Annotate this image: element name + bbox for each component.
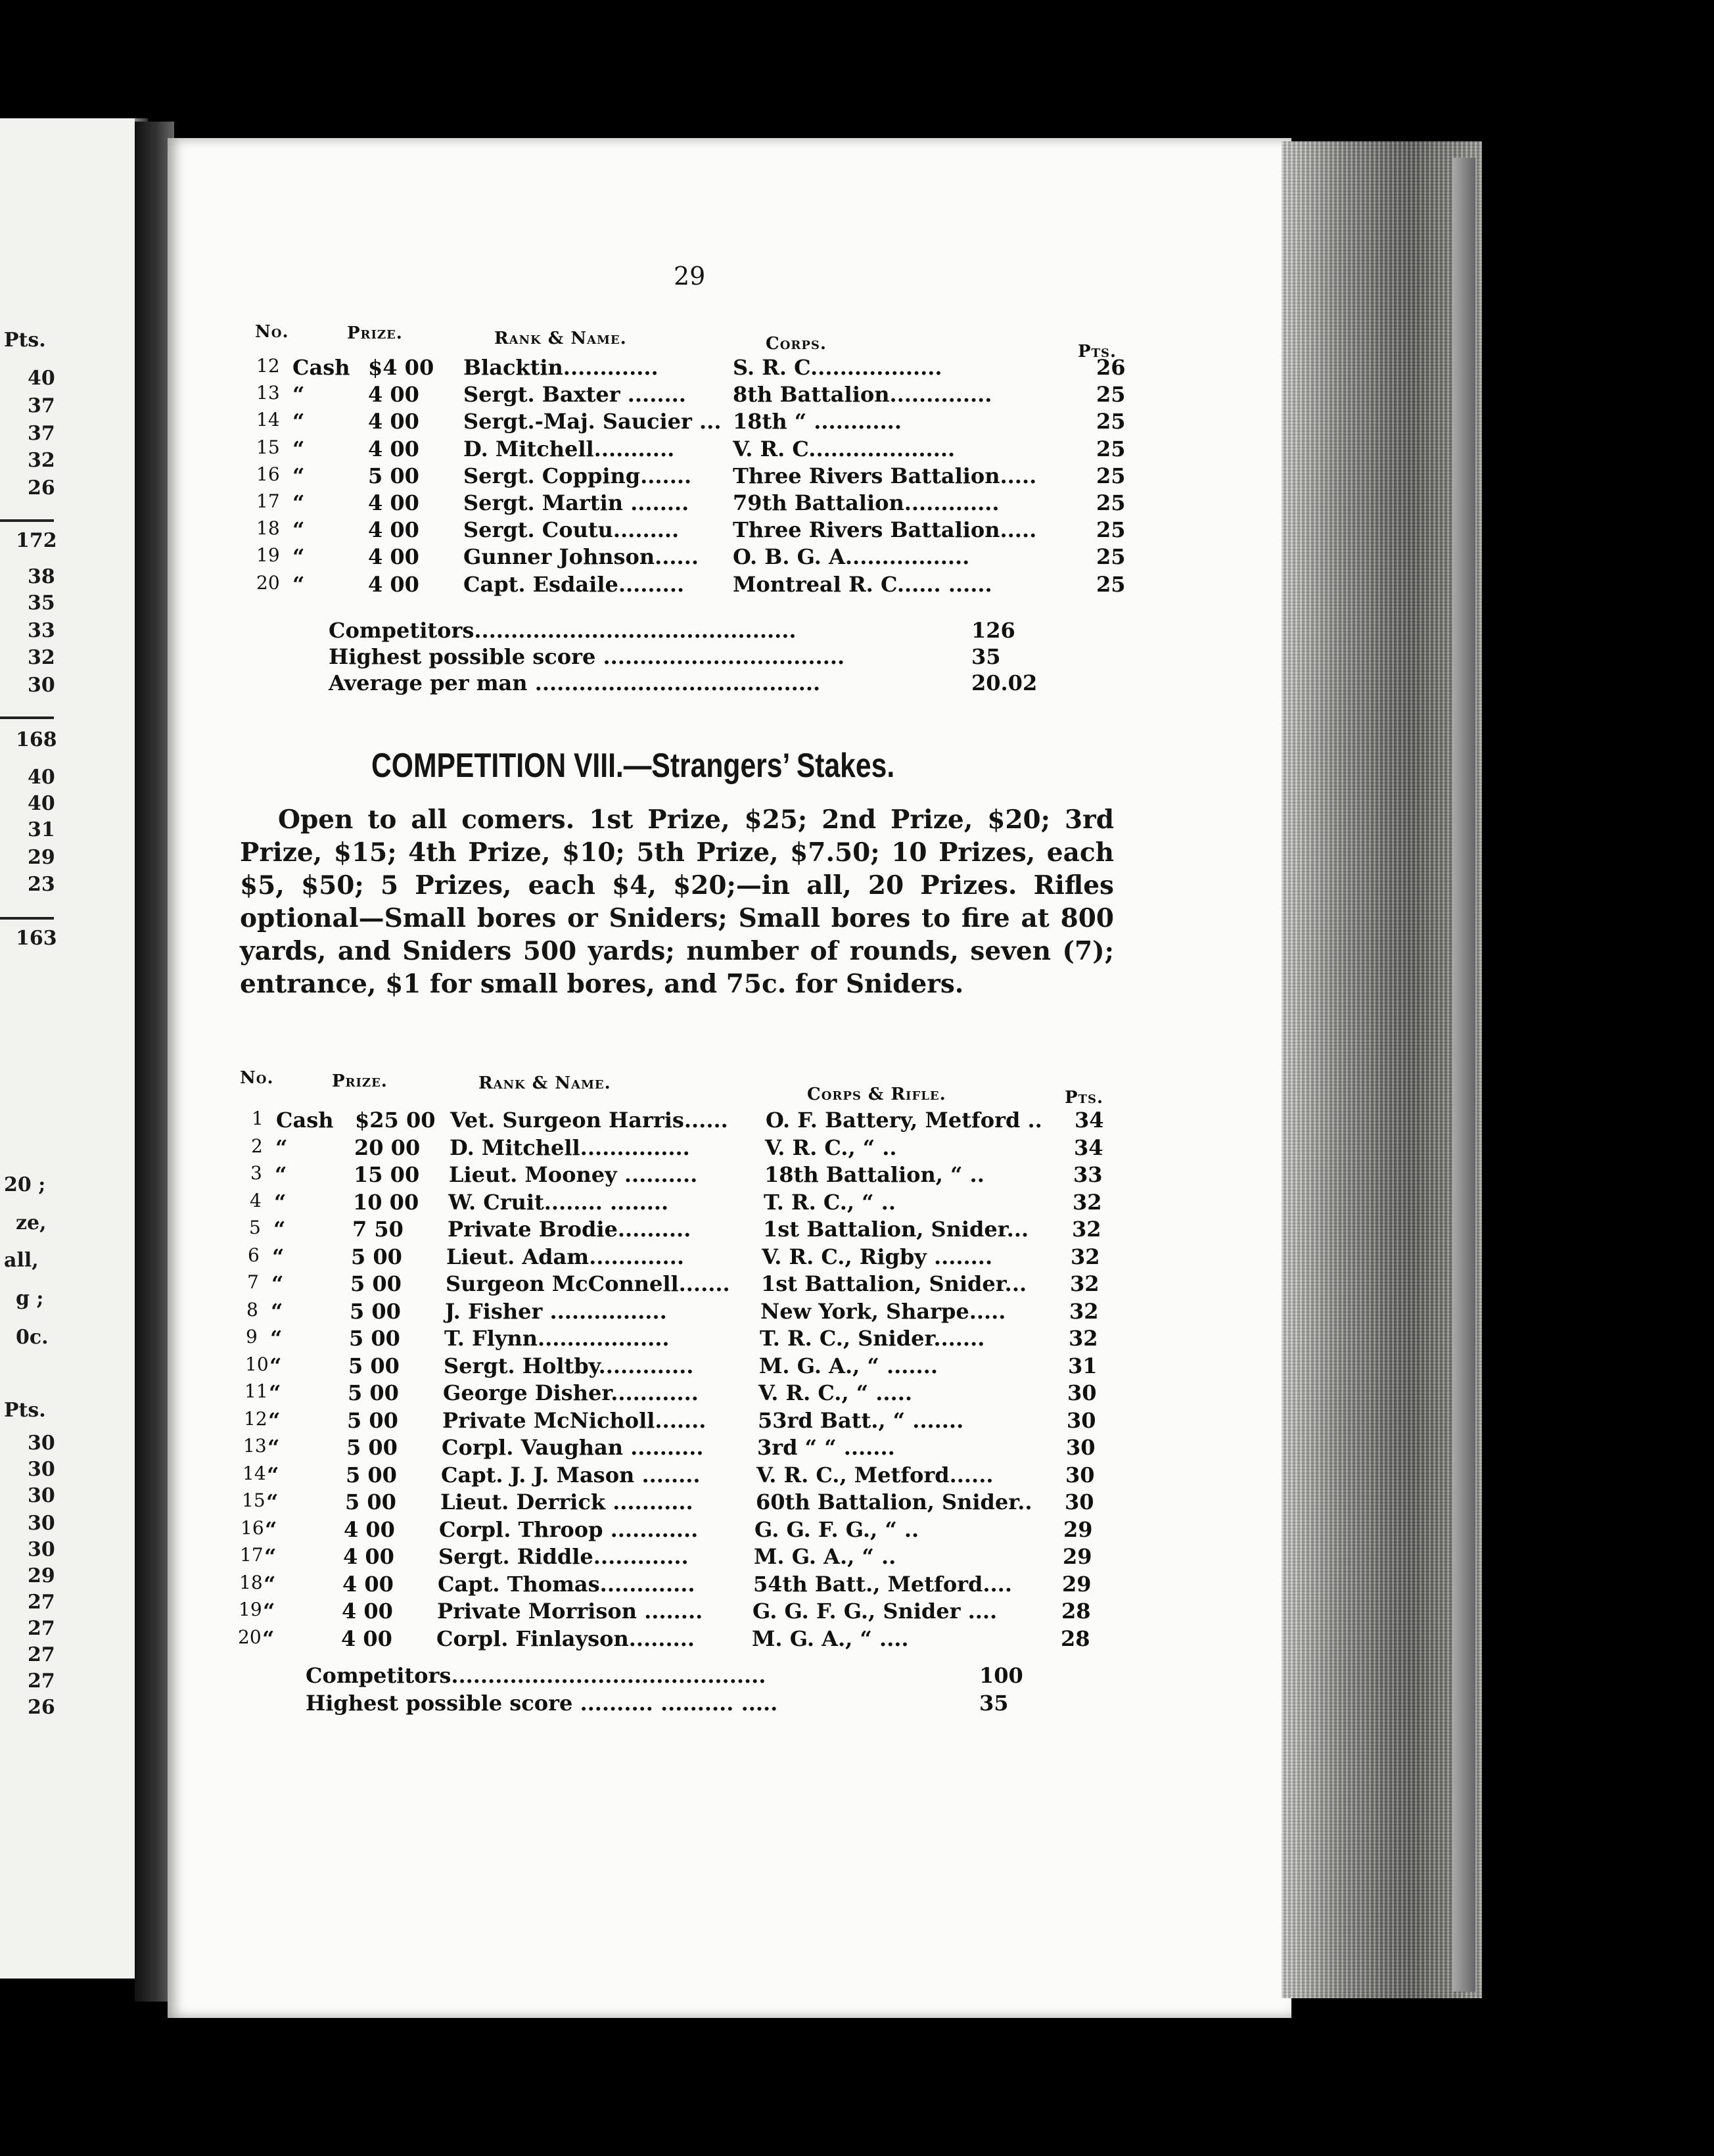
table2-row bbox=[0, 1489, 1140, 1516]
table2-row bbox=[0, 1408, 1142, 1434]
table2-cell-points: 30 bbox=[1065, 1462, 1095, 1488]
table2-row bbox=[0, 1626, 1136, 1652]
table1-cell-rank-name: Sergt. Coutu......... bbox=[463, 517, 680, 543]
table2-cell-prize-amount: 7 50 bbox=[352, 1217, 404, 1242]
left-page-line: 30 bbox=[28, 1538, 55, 1561]
left-page-line: 31 bbox=[28, 818, 55, 841]
table2-cell-prize-amount: 4 00 bbox=[344, 1516, 395, 1542]
table2-cell-rank-name: George Disher............ bbox=[443, 1380, 699, 1405]
table1-cell-points: 26 bbox=[1096, 355, 1126, 380]
table2-cell-prize-amount: 5 00 bbox=[345, 1489, 396, 1514]
table2-cell-row-number: 2 bbox=[251, 1135, 263, 1157]
table2-cell-prize-amount: 5 00 bbox=[348, 1353, 400, 1378]
table2-cell-rank-name: Private McNicholl....... bbox=[442, 1407, 706, 1433]
table2-row bbox=[0, 1517, 1139, 1543]
table2-cell-rank-name: Lieut. Adam............. bbox=[446, 1244, 684, 1269]
table2-cell-prize-type: “ bbox=[265, 1516, 277, 1542]
table2-cell-rank-name: W. Cruit........ ........ bbox=[448, 1189, 669, 1215]
table2-cell-corps: 60th Battalion, Snider.. bbox=[756, 1489, 1032, 1514]
table2-cell-corps: V. R. C., Rigby ........ bbox=[762, 1244, 993, 1269]
table1-cell-prize-amount: $4 00 bbox=[368, 355, 434, 380]
table1-row bbox=[0, 544, 1150, 571]
page-edges-outer bbox=[1452, 158, 1475, 1992]
table2-summary-label: Competitors........................................... bbox=[306, 1663, 766, 1688]
table2-cell-rank-name: Corpl. Finlayson......... bbox=[436, 1626, 695, 1651]
table1-cell-row-number: 18 bbox=[256, 517, 280, 540]
table2-cell-corps: M. G. A., “ .... bbox=[752, 1626, 909, 1651]
left-page-line: 33 bbox=[28, 619, 55, 642]
table2-row bbox=[0, 1271, 1146, 1298]
table1-cell-points: 25 bbox=[1096, 409, 1126, 434]
left-page-line: 40 bbox=[28, 766, 55, 789]
table2-cell-prize-type: “ bbox=[271, 1298, 283, 1324]
table2-cell-corps: T. R. C., Snider....... bbox=[760, 1326, 985, 1351]
table2-cell-prize-type: “ bbox=[264, 1544, 277, 1569]
table1-cell-corps: 8th Battalion.............. bbox=[733, 382, 992, 408]
table2-cell-points: 32 bbox=[1071, 1244, 1100, 1269]
table2-cell-rank-name: D. Mitchell............... bbox=[450, 1135, 690, 1160]
table2-row bbox=[0, 1217, 1147, 1243]
table2-summary-label: Highest possible score .......... .......... ..... bbox=[306, 1691, 778, 1716]
left-page-line: 20 ; bbox=[4, 1173, 46, 1196]
table1-row bbox=[0, 436, 1150, 463]
table1-cell-points: 25 bbox=[1096, 544, 1126, 570]
table2-cell-rank-name: J. Fisher ................ bbox=[445, 1298, 667, 1324]
table1-cell-prize-amount: 4 00 bbox=[368, 436, 419, 461]
left-page-line: 168 bbox=[16, 728, 57, 751]
table2-cell-prize-type: “ bbox=[270, 1326, 283, 1351]
table2-cell-points: 32 bbox=[1070, 1271, 1100, 1296]
table2-cell-points: 30 bbox=[1067, 1407, 1096, 1433]
table2-cell-prize-type: Cash bbox=[276, 1108, 334, 1133]
table1-summary-value: 126 bbox=[971, 618, 1015, 643]
table2-cell-corps: 54th Batt., Metford.... bbox=[753, 1571, 1012, 1597]
table1-cell-row-number: 16 bbox=[256, 463, 280, 485]
table2-cell-prize-amount: 5 00 bbox=[348, 1380, 399, 1405]
left-page-line: 35 bbox=[28, 592, 55, 615]
table2-cell-prize-type: “ bbox=[275, 1135, 288, 1160]
table1-row bbox=[0, 355, 1150, 381]
left-page-line: Pts. bbox=[4, 329, 46, 352]
table1-cell-prize-type: Cash bbox=[292, 355, 350, 380]
table1-cell-prize-amount: 5 00 bbox=[368, 463, 419, 488]
table2-cell-rank-name: Lieut. Derrick ........... bbox=[440, 1489, 693, 1514]
table2-cell-rank-name: T. Flynn.................. bbox=[444, 1326, 670, 1351]
table2-cell-prize-amount: 4 00 bbox=[342, 1571, 394, 1597]
table2-header-no: No. bbox=[240, 1068, 274, 1088]
table1-header-rank-name: Rank & Name. bbox=[494, 329, 627, 348]
table2-cell-rank-name: Capt. J. J. Mason ........ bbox=[441, 1462, 701, 1488]
table1-cell-rank-name: Sergt.-Maj. Saucier ... bbox=[463, 409, 722, 434]
table2-cell-points: 30 bbox=[1067, 1380, 1097, 1405]
left-page-line: all, bbox=[4, 1249, 39, 1272]
table2-row bbox=[0, 1190, 1148, 1216]
table2-cell-corps: V. R. C., Metford...... bbox=[756, 1462, 994, 1488]
left-page-line: 30 bbox=[28, 1458, 55, 1481]
table1-cell-rank-name: Gunner Johnson...... bbox=[463, 544, 699, 570]
table1-cell-rank-name: Blacktin............. bbox=[463, 355, 659, 380]
table2-row bbox=[0, 1353, 1144, 1380]
left-page-line: ze, bbox=[16, 1211, 47, 1234]
table2-cell-points: 32 bbox=[1069, 1326, 1098, 1351]
left-page-line: 172 bbox=[16, 529, 57, 552]
table2-cell-corps: 1st Battalion, Snider... bbox=[761, 1271, 1027, 1296]
table2-cell-row-number: 17 bbox=[240, 1544, 264, 1566]
table1-cell-points: 25 bbox=[1096, 490, 1126, 515]
competition-description-text: Open to all comers. 1st Prize, $25; 2nd Prize, $20; 3rd Prize, $15; 4th Prize, $10; 5th Prize, $7.50; 10 Prizes, each $5, $50; 5 Prizes, each $4, $20;—in all, 20 Prizes. Rifles optional—Small bores or Sniders; Small bores to fire at 800 yards, and Sniders 500 yards; number of rounds, seven (7); entrance, $1 for small bores, and 75c. for Sniders. bbox=[240, 805, 1114, 999]
table2-cell-row-number: 19 bbox=[239, 1599, 262, 1620]
table2-cell-row-number: 10 bbox=[245, 1353, 269, 1375]
left-page-line: 0c. bbox=[16, 1326, 49, 1349]
table2-row bbox=[0, 1544, 1138, 1570]
table2-cell-corps: M. G. A., “ .. bbox=[754, 1544, 896, 1569]
table1-cell-points: 25 bbox=[1096, 571, 1126, 597]
left-page-line: 30 bbox=[28, 1484, 55, 1507]
table1-cell-corps: 79th Battalion............. bbox=[733, 490, 1000, 515]
table2-cell-points: 31 bbox=[1068, 1353, 1098, 1378]
table2-cell-rank-name: Sergt. Riddle............. bbox=[438, 1544, 689, 1569]
left-page-line: 29 bbox=[28, 846, 55, 869]
table1-cell-corps: S. R. C.................. bbox=[733, 355, 942, 380]
table1-row bbox=[0, 517, 1150, 544]
table1-cell-prize-type: “ bbox=[292, 409, 305, 434]
table2-cell-points: 34 bbox=[1075, 1108, 1104, 1133]
left-page-line: 163 bbox=[16, 927, 57, 950]
table2-cell-corps: New York, Sharpe..... bbox=[760, 1298, 1006, 1324]
table1-header-no: No. bbox=[255, 322, 289, 342]
table2-cell-prize-type: “ bbox=[275, 1162, 287, 1187]
table2-cell-rank-name: Corpl. Throop ............ bbox=[439, 1516, 699, 1542]
table1-summary-value: 20.02 bbox=[971, 670, 1038, 695]
table2-cell-corps: M. G. A., “ ....... bbox=[759, 1353, 938, 1378]
table1-cell-rank-name: D. Mitchell........... bbox=[463, 436, 675, 461]
table2-row bbox=[0, 1435, 1142, 1461]
table2-cell-points: 29 bbox=[1063, 1516, 1093, 1542]
table2-cell-rank-name: Corpl. Vaughan .......... bbox=[442, 1435, 704, 1460]
table1-cell-corps: 18th “ ............ bbox=[733, 409, 902, 434]
table2-cell-points: 28 bbox=[1061, 1599, 1091, 1624]
page-number: 29 bbox=[674, 262, 706, 291]
table2-row bbox=[0, 1599, 1137, 1625]
table2-cell-points: 32 bbox=[1069, 1298, 1099, 1324]
left-page-line: Pts. bbox=[4, 1399, 46, 1422]
table2-cell-row-number: 5 bbox=[249, 1217, 261, 1238]
table1-cell-prize-type: “ bbox=[292, 544, 305, 570]
left-page-line: 40 bbox=[28, 367, 55, 390]
left-page-line: 27 bbox=[28, 1591, 55, 1614]
table2-cell-points: 30 bbox=[1065, 1489, 1094, 1514]
table2-cell-points: 33 bbox=[1073, 1162, 1103, 1187]
table2-cell-prize-amount: 5 00 bbox=[349, 1326, 400, 1351]
table2-cell-points: 32 bbox=[1073, 1189, 1102, 1215]
table1-cell-row-number: 13 bbox=[256, 382, 280, 404]
table2-cell-points: 32 bbox=[1072, 1217, 1101, 1242]
table1-cell-prize-type: “ bbox=[292, 517, 305, 543]
table2-cell-prize-type: “ bbox=[264, 1571, 276, 1597]
table2-cell-prize-type: “ bbox=[269, 1353, 282, 1378]
table1-cell-row-number: 12 bbox=[256, 355, 280, 377]
table1-row bbox=[0, 409, 1150, 435]
table1-cell-corps: V. R. C.................... bbox=[733, 436, 956, 461]
table2-cell-corps: 53rd Batt., “ ....... bbox=[758, 1407, 964, 1433]
table2-cell-row-number: 4 bbox=[250, 1189, 262, 1211]
table2-row bbox=[0, 1135, 1149, 1161]
table2-cell-points: 28 bbox=[1061, 1626, 1090, 1651]
table1-cell-points: 25 bbox=[1096, 517, 1126, 543]
table2-cell-prize-type: “ bbox=[262, 1626, 275, 1651]
table2-cell-prize-amount: 15 00 bbox=[354, 1162, 420, 1187]
table2-cell-row-number: 6 bbox=[248, 1244, 260, 1266]
table2-header-prize: Prize. bbox=[332, 1071, 388, 1091]
table2-cell-row-number: 15 bbox=[242, 1489, 266, 1511]
table2-cell-rank-name: Vet. Surgeon Harris...... bbox=[450, 1108, 728, 1133]
left-page-line: 30 bbox=[28, 674, 55, 697]
table2-cell-points: 34 bbox=[1074, 1135, 1103, 1160]
table1-cell-rank-name: Sergt. Baxter ........ bbox=[463, 382, 686, 408]
table1-cell-prize-type: “ bbox=[292, 382, 305, 408]
competition-description bbox=[240, 803, 1114, 1000]
table2-cell-prize-type: “ bbox=[267, 1435, 280, 1460]
table2-cell-row-number: 20 bbox=[238, 1626, 262, 1648]
table2-cell-row-number: 9 bbox=[246, 1326, 258, 1348]
competition-title: COMPETITION VIII.—Strangers’ Stakes. bbox=[371, 747, 895, 785]
table2-cell-prize-type: “ bbox=[267, 1462, 279, 1488]
table1-cell-points: 25 bbox=[1096, 436, 1126, 461]
table1-row bbox=[0, 490, 1150, 517]
table1-cell-corps: Montreal R. C...... ...... bbox=[733, 571, 992, 597]
table2-cell-prize-type: “ bbox=[268, 1407, 281, 1433]
table2-cell-rank-name: Surgeon McConnell....... bbox=[446, 1271, 730, 1296]
left-page-rule bbox=[0, 716, 54, 719]
left-page-line: g ; bbox=[16, 1287, 44, 1310]
left-page-line: 29 bbox=[28, 1564, 55, 1587]
table1-cell-prize-type: “ bbox=[292, 436, 305, 461]
table1-cell-row-number: 15 bbox=[256, 436, 280, 458]
left-page-line: 32 bbox=[28, 646, 55, 669]
table1-summary-label: Competitors............................................ bbox=[329, 618, 797, 643]
table2-cell-row-number: 8 bbox=[246, 1298, 258, 1321]
table2-cell-prize-amount: 5 00 bbox=[350, 1298, 401, 1324]
table2-cell-corps: 3rd “ “ ....... bbox=[757, 1435, 895, 1460]
table2-cell-prize-type: “ bbox=[269, 1380, 281, 1405]
table1-summary-label: Highest possible score ................................. bbox=[329, 644, 845, 669]
left-page-line: 23 bbox=[28, 873, 55, 896]
table2-cell-prize-amount: 5 00 bbox=[351, 1244, 402, 1269]
table1-cell-prize-amount: 4 00 bbox=[368, 409, 419, 434]
table1-row bbox=[0, 572, 1150, 598]
table1-cell-row-number: 20 bbox=[256, 571, 280, 594]
table2-cell-prize-amount: 5 00 bbox=[346, 1435, 398, 1460]
table1-cell-prize-amount: 4 00 bbox=[368, 517, 419, 543]
table1-summary-label: Average per man ....................................... bbox=[329, 670, 821, 695]
table2-cell-corps: G. G. F. G., “ .. bbox=[754, 1516, 919, 1542]
left-page-line: 26 bbox=[28, 1696, 55, 1719]
table2-row bbox=[0, 1108, 1150, 1134]
table2-row bbox=[0, 1380, 1143, 1407]
table1-cell-prize-amount: 4 00 bbox=[368, 382, 419, 408]
table1-cell-rank-name: Sergt. Martin ........ bbox=[463, 490, 689, 515]
table1-cell-corps: Three Rivers Battalion..... bbox=[733, 517, 1037, 543]
table1-summary-value: 35 bbox=[971, 644, 1001, 669]
table2-cell-points: 30 bbox=[1066, 1435, 1096, 1460]
table2-cell-points: 29 bbox=[1062, 1571, 1092, 1597]
table1-cell-row-number: 19 bbox=[256, 544, 280, 567]
table1-cell-prize-type: “ bbox=[292, 490, 305, 515]
left-page-line: 38 bbox=[28, 565, 55, 588]
left-page-line: 37 bbox=[28, 394, 55, 417]
table2-cell-prize-type: “ bbox=[273, 1217, 286, 1242]
left-page-line: 27 bbox=[28, 1617, 55, 1640]
table1-cell-corps: Three Rivers Battalion..... bbox=[733, 463, 1037, 488]
table2-cell-points: 29 bbox=[1063, 1544, 1092, 1569]
table2-cell-corps: V. R. C., “ ..... bbox=[758, 1380, 912, 1405]
table2-cell-row-number: 1 bbox=[252, 1108, 264, 1129]
table1-header-corps: Corps. bbox=[766, 334, 827, 354]
table2-header-corps-rifle: Corps & Rifle. bbox=[807, 1085, 946, 1104]
table2-row bbox=[0, 1463, 1141, 1489]
table2-row bbox=[0, 1572, 1138, 1598]
table1-cell-prize-amount: 4 00 bbox=[368, 490, 419, 515]
table2-cell-prize-type: “ bbox=[263, 1599, 275, 1624]
table2-cell-prize-amount: 4 00 bbox=[341, 1626, 392, 1651]
table2-cell-prize-amount: $25 00 bbox=[355, 1108, 436, 1133]
table2-cell-row-number: 18 bbox=[239, 1571, 263, 1593]
left-page-line: 40 bbox=[28, 792, 55, 815]
table2-cell-prize-amount: 5 00 bbox=[350, 1271, 402, 1296]
table2-cell-rank-name: Sergt. Holtby............. bbox=[444, 1353, 694, 1378]
left-page-line: 27 bbox=[28, 1643, 55, 1666]
left-page-rule bbox=[0, 917, 54, 920]
table1-cell-corps: O. B. G. A................. bbox=[733, 544, 970, 570]
table2-cell-corps: 18th Battalion, “ .. bbox=[764, 1162, 984, 1187]
table2-cell-corps: 1st Battalion, Snider... bbox=[763, 1217, 1029, 1242]
table1-cell-points: 25 bbox=[1096, 463, 1126, 488]
table2-cell-prize-amount: 20 00 bbox=[354, 1135, 421, 1160]
table2-cell-corps: T. R. C., “ .. bbox=[764, 1189, 896, 1215]
table2-cell-row-number: 11 bbox=[244, 1380, 268, 1402]
table2-cell-row-number: 16 bbox=[241, 1516, 264, 1539]
table1-cell-rank-name: Capt. Esdaile......... bbox=[463, 571, 685, 597]
table1-cell-prize-amount: 4 00 bbox=[368, 571, 419, 597]
table1-cell-prize-type: “ bbox=[292, 463, 305, 488]
table2-header-pts: Pts. bbox=[1065, 1088, 1103, 1108]
table2-row bbox=[0, 1162, 1149, 1188]
table1-cell-row-number: 14 bbox=[256, 409, 280, 431]
table2-cell-corps: G. G. F. G., Snider .... bbox=[753, 1599, 998, 1624]
table1-cell-points: 25 bbox=[1096, 382, 1126, 408]
table2-cell-row-number: 12 bbox=[244, 1407, 267, 1430]
table1-cell-row-number: 17 bbox=[256, 490, 280, 512]
table2-cell-rank-name: Capt. Thomas............. bbox=[438, 1571, 695, 1597]
left-page-line: 30 bbox=[28, 1432, 55, 1455]
table2-cell-row-number: 7 bbox=[247, 1271, 259, 1293]
table2-cell-row-number: 13 bbox=[243, 1435, 267, 1457]
table2-cell-prize-amount: 10 00 bbox=[353, 1189, 419, 1215]
table2-row bbox=[0, 1299, 1145, 1325]
table2-cell-corps: V. R. C., “ .. bbox=[765, 1135, 897, 1160]
table1-row bbox=[0, 382, 1150, 408]
table2-cell-prize-amount: 4 00 bbox=[343, 1544, 394, 1569]
table1-row bbox=[0, 463, 1150, 490]
table2-cell-rank-name: Private Morrison ........ bbox=[437, 1599, 703, 1624]
table2-summary-value: 35 bbox=[979, 1691, 1009, 1716]
table2-cell-row-number: 14 bbox=[243, 1462, 266, 1484]
table2-cell-prize-type: “ bbox=[272, 1244, 285, 1269]
left-page-line: 37 bbox=[28, 422, 55, 445]
table2-cell-prize-type: “ bbox=[274, 1189, 287, 1215]
table2-cell-prize-amount: 5 00 bbox=[346, 1462, 397, 1488]
table2-cell-rank-name: Private Brodie.......... bbox=[448, 1217, 691, 1242]
table1-cell-rank-name: Sergt. Copping....... bbox=[463, 463, 692, 488]
left-page-line: 27 bbox=[28, 1670, 55, 1693]
table2-cell-prize-type: “ bbox=[271, 1271, 284, 1296]
table2-row bbox=[0, 1326, 1144, 1352]
table2-cell-prize-amount: 5 00 bbox=[347, 1407, 398, 1433]
table2-cell-rank-name: Lieut. Mooney .......... bbox=[449, 1162, 698, 1187]
left-page-line: 30 bbox=[28, 1512, 55, 1535]
table2-cell-corps: O. F. Battery, Metford .. bbox=[766, 1108, 1042, 1133]
table1-cell-prize-type: “ bbox=[292, 571, 305, 597]
left-page-line: 32 bbox=[28, 449, 55, 472]
table1-header-pts: Pts. bbox=[1078, 342, 1117, 362]
table2-cell-row-number: 3 bbox=[250, 1162, 262, 1184]
table1-cell-prize-amount: 4 00 bbox=[368, 544, 419, 570]
left-page-line: 26 bbox=[28, 477, 55, 500]
table2-row bbox=[0, 1244, 1146, 1271]
table2-cell-prize-amount: 4 00 bbox=[342, 1599, 393, 1624]
table2-cell-prize-type: “ bbox=[266, 1489, 279, 1514]
table2-summary-value: 100 bbox=[979, 1663, 1023, 1688]
table1-header-prize: Prize. bbox=[347, 323, 403, 343]
table2-header-rank-name: Rank & Name. bbox=[478, 1073, 611, 1093]
